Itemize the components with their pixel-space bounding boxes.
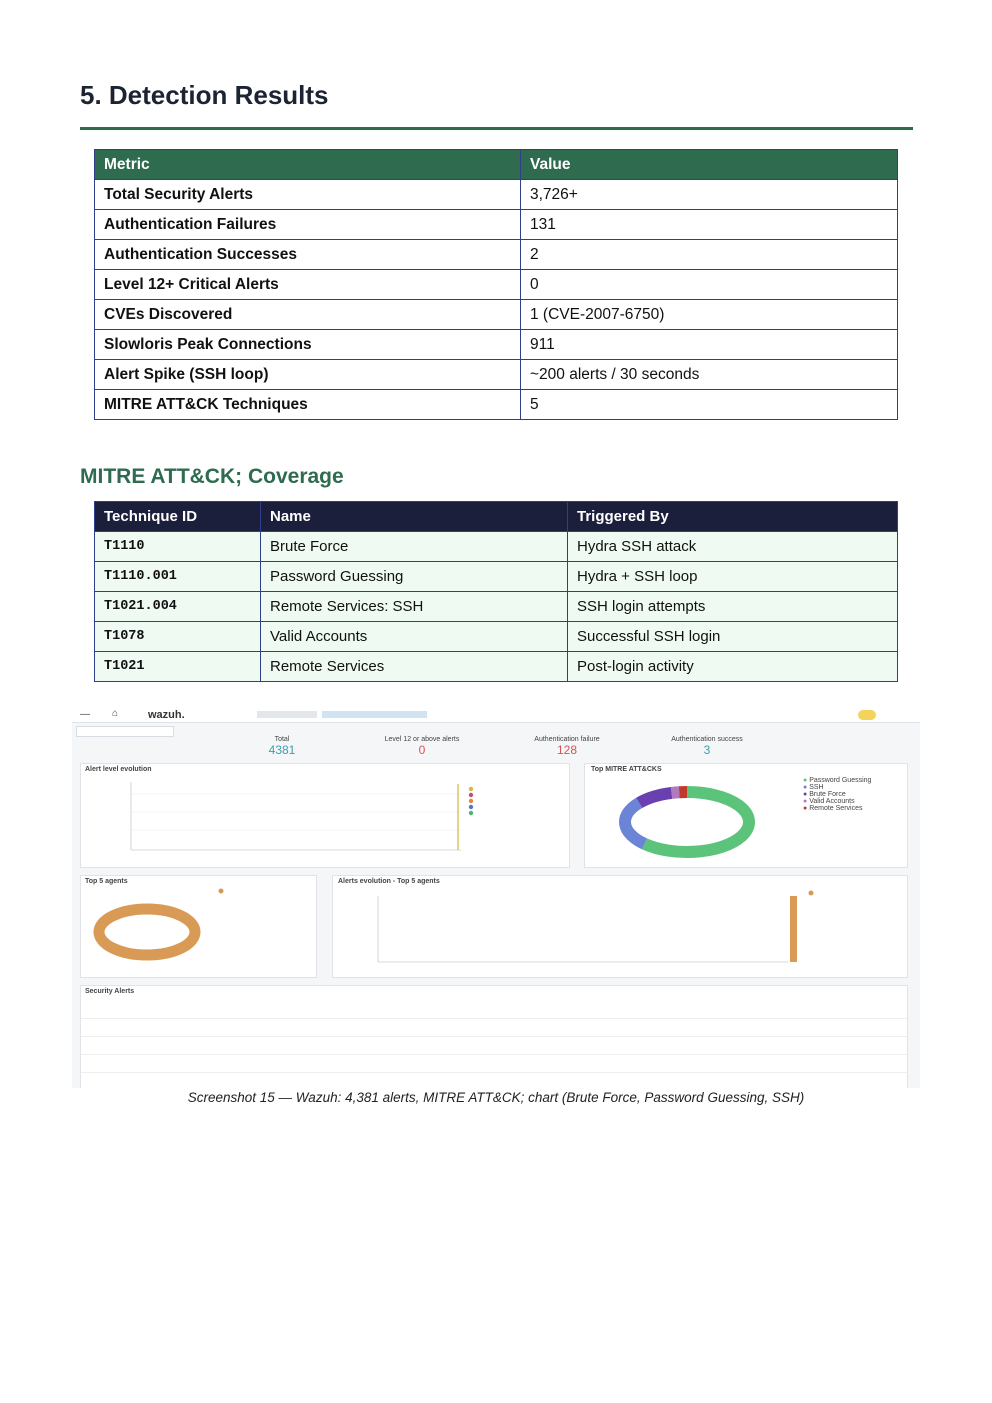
triggered-by: Successful SSH login — [568, 622, 898, 652]
legend-dot-icon: ● — [803, 798, 808, 805]
legend-item: ● Password Guessing — [803, 777, 872, 784]
table-row — [81, 1072, 907, 1073]
detection-metrics-table — [94, 149, 898, 420]
table-row — [95, 532, 898, 562]
table-row — [95, 300, 898, 330]
technique-name: Password Guessing — [261, 562, 568, 592]
technique-id: T1021 — [95, 652, 261, 682]
legend-dot-icon: ● — [803, 805, 808, 812]
column-header: Value — [521, 150, 898, 180]
legend-dot-icon: ● — [803, 791, 808, 798]
panel-title: Alert level evolution — [85, 766, 152, 773]
table-row — [95, 592, 898, 622]
legend-item: ● Remote Services — [803, 805, 863, 812]
legend-dot-icon: ● — [803, 777, 808, 784]
metric-value: 2 — [521, 240, 898, 270]
donut-slice — [625, 803, 645, 844]
metric-value: 3,726+ — [521, 180, 898, 210]
legend-dot-icon: ● — [803, 784, 808, 791]
table-row — [95, 562, 898, 592]
table-row — [95, 180, 898, 210]
mitre-coverage-table — [94, 501, 898, 682]
metric-value: ~200 alerts / 30 seconds — [521, 360, 898, 390]
technique-name: Valid Accounts — [261, 622, 568, 652]
breadcrumb-tab-active — [322, 711, 427, 718]
table-row — [81, 1054, 907, 1055]
column-header: Name — [261, 502, 568, 532]
home-icon: ⌂ — [112, 708, 119, 719]
security-alerts-panel — [80, 985, 908, 1088]
table-row — [95, 622, 898, 652]
stat-level12-value: 0 — [418, 743, 426, 757]
metric-name: Slowloris Peak Connections — [95, 330, 521, 360]
stat-total-value: 4381 — [268, 743, 296, 757]
donut-slice — [639, 793, 671, 803]
avatar — [858, 710, 876, 720]
stat-auth-success-label: Authentication success — [671, 736, 743, 743]
alerts-evolution-panel — [332, 875, 908, 978]
alerts-evolution-bar-chart — [333, 876, 907, 977]
triggered-by: SSH login attempts — [568, 592, 898, 622]
legend-item: ● Brute Force — [803, 791, 846, 798]
table-row — [95, 210, 898, 240]
menu-icon: — — [80, 709, 90, 720]
table-row — [95, 240, 898, 270]
donut-slice — [672, 792, 680, 793]
alert-level-evolution-panel — [80, 763, 570, 868]
triggered-by: Hydra + SSH loop — [568, 562, 898, 592]
metric-value: 911 — [521, 330, 898, 360]
panel-title: Alerts evolution - Top 5 agents — [338, 878, 440, 885]
mitre-donut-chart — [605, 764, 765, 867]
technique-name: Brute Force — [261, 532, 568, 562]
legend-item: ● Valid Accounts — [803, 798, 855, 805]
metric-value: 5 — [521, 390, 898, 420]
metric-name: Alert Spike (SSH loop) — [95, 360, 521, 390]
metric-name: Total Security Alerts — [95, 180, 521, 210]
breadcrumb-tab — [257, 711, 317, 718]
mitre-legend — [803, 777, 871, 812]
column-header: Triggered By — [568, 502, 898, 532]
metric-name: Level 12+ Critical Alerts — [95, 270, 521, 300]
panel-title: Top MITRE ATT&CKS — [591, 766, 662, 773]
section-divider — [80, 127, 913, 130]
technique-name: Remote Services — [261, 652, 568, 682]
metric-name: CVEs Discovered — [95, 300, 521, 330]
column-header: Metric — [95, 150, 521, 180]
alert-level-line-chart — [81, 764, 569, 867]
table-row — [95, 330, 898, 360]
metric-value: 1 (CVE-2007-6750) — [521, 300, 898, 330]
dashboard-top-bar — [72, 708, 920, 723]
panel-title: Security Alerts — [85, 988, 135, 995]
metric-value: 0 — [521, 270, 898, 300]
table-row — [81, 1018, 907, 1019]
table-row — [81, 1036, 907, 1037]
table-header-row — [95, 150, 898, 180]
technique-name: Remote Services: SSH — [261, 592, 568, 622]
search-bar — [76, 726, 174, 737]
top-agents-donut-chart — [81, 876, 316, 977]
stat-auth-failure-value: 128 — [556, 743, 578, 757]
technique-id: T1078 — [95, 622, 261, 652]
triggered-by: Post-login activity — [568, 652, 898, 682]
stat-auth-success-value: 3 — [703, 743, 711, 757]
technique-id: T1110.001 — [95, 562, 261, 592]
wazuh-dashboard-screenshot — [72, 708, 920, 1088]
triggered-by: Hydra SSH attack — [568, 532, 898, 562]
mitre-section-title: MITRE ATT&CK; Coverage — [80, 465, 344, 488]
section-title: 5. Detection Results — [80, 80, 329, 110]
table-row — [95, 360, 898, 390]
top-agents-panel — [80, 875, 317, 978]
top-mitre-attacks-panel — [584, 763, 908, 868]
metric-name: Authentication Successes — [95, 240, 521, 270]
stat-level12-label: Level 12 or above alerts — [384, 736, 460, 743]
screenshot-caption: Screenshot 15 — Wazuh: 4,381 alerts, MITRE ATT&CK; chart (Brute Force, Password Guessing, SSH) — [187, 1090, 805, 1105]
metric-value: 131 — [521, 210, 898, 240]
panel-title: Top 5 agents — [85, 878, 128, 885]
stat-total-label: Total — [274, 736, 290, 743]
technique-id: T1021.004 — [95, 592, 261, 622]
metric-name: MITRE ATT&CK Techniques — [95, 390, 521, 420]
metric-name: Authentication Failures — [95, 210, 521, 240]
table-row — [95, 390, 898, 420]
legend-item: ● SSH — [803, 784, 824, 791]
stat-auth-failure-label: Authentication failure — [534, 736, 600, 743]
table-row — [95, 270, 898, 300]
table-header-row — [95, 502, 898, 532]
technique-id: T1110 — [95, 532, 261, 562]
column-header: Technique ID — [95, 502, 261, 532]
wazuh-logo: wazuh. — [148, 709, 185, 721]
table-row — [95, 652, 898, 682]
